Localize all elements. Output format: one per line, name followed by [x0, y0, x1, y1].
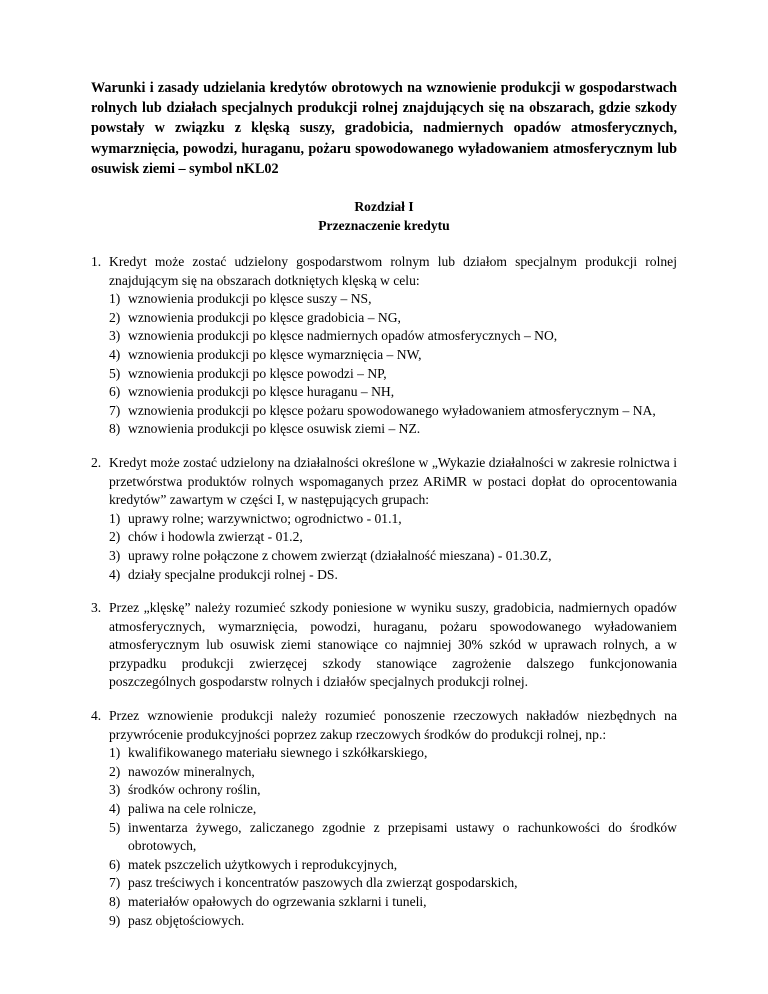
list-item [109, 383, 677, 402]
list-item-text: materiałów opałowych do ogrzewania szklarni i tuneli, [128, 894, 427, 910]
section-4 [91, 707, 677, 930]
list-item-number: 6) [109, 384, 121, 400]
list-item [109, 856, 677, 875]
list-item-text: działy specjalne produkcji rolnej - DS. [128, 566, 338, 582]
list-item [109, 327, 677, 346]
list-item-text: wznowienia produkcji po klęsce osuwisk ziemi – NZ. [128, 421, 421, 437]
list-item-text: środków ochrony roślin, [128, 782, 261, 798]
list-item-text: inwentarza żywego, zaliczanego zgodnie z przepisami ustawy o rachunkowości do środków obrotowych, [128, 819, 677, 854]
list-item-text: chów i hodowla zwierząt - 01.2, [128, 529, 303, 545]
chapter-heading [91, 197, 677, 235]
list-item-text: wznowienia produkcji po klęsce suszy – NS, [128, 291, 372, 307]
list-item-text: wznowienia produkcji po klęsce pożaru spowodowanego wyładowaniem atmosferycznym – NA, [128, 402, 656, 418]
section-text: Przez wznowienie produkcji należy rozumieć ponoszenie rzeczowych nakładów niezbędnych na przywrócenie produkcyjności poprzez zakup rzeczowych środków do produkcji rolnej, np.: [109, 708, 677, 742]
list-item-number: 2) [109, 529, 121, 545]
list-item [109, 893, 677, 912]
chapter-name: Przeznaczenie kredytu [318, 218, 450, 234]
list-item [109, 744, 677, 763]
list-item-number: 5) [109, 819, 121, 835]
list-item-number: 4) [109, 566, 121, 582]
chapter-number: Rozdział I [354, 199, 414, 215]
list-item-number: 4) [109, 801, 121, 817]
section-items [109, 290, 677, 439]
list-item [109, 874, 677, 893]
list-item [109, 819, 677, 856]
list-item-text: wznowienia produkcji po klęsce huraganu – NH, [128, 384, 395, 400]
list-item-number: 3) [109, 547, 121, 563]
list-item [109, 912, 677, 931]
list-item-number: 1) [109, 510, 121, 526]
list-item-text: uprawy rolne połączone z chowem zwierząt (działalność mieszana) - 01.30.Z, [128, 547, 552, 563]
list-item-number: 8) [109, 421, 121, 437]
list-item-number: 6) [109, 856, 121, 872]
section-3 [91, 599, 677, 692]
list-item-text: pasz treściwych i koncentratów paszowych dla zwierząt gospodarskich, [128, 875, 518, 891]
document-page [91, 78, 677, 945]
list-item [109, 566, 677, 585]
list-item-number: 2) [109, 763, 121, 779]
list-item-text: uprawy rolne; warzywnictwo; ogrodnictwo - 01.1, [128, 510, 402, 526]
list-item-text: wznowienia produkcji po klęsce gradobicia – NG, [128, 309, 401, 325]
list-item [109, 290, 677, 309]
list-item-number: 9) [109, 912, 121, 928]
section-number: 1. [91, 254, 102, 270]
list-item-text: nawozów mineralnych, [128, 763, 255, 779]
list-item [109, 763, 677, 782]
document-title: Warunki i zasady udzielania kredytów obrotowych na wznowienie produkcji w gospodarstwach rolnych lub działach specjalnych produkcji rolnej znajdujących się na obszarach, gdzie szkody powstały w związku z klęską suszy, gradobicia, nadmiernych opadów atmosferycznych, wymarznięcia, powodzi, huraganu, pożaru spowodowanego wyładowaniem atmosferycznym lub osuwisk ziemi – symbol nKL02 [91, 80, 677, 177]
section-2 [91, 454, 677, 584]
list-item-text: wznowienia produkcji po klęsce powodzi – NP, [128, 365, 387, 381]
section-number: 2. [91, 454, 102, 470]
sections-list [91, 253, 677, 930]
list-item-number: 4) [109, 346, 121, 362]
list-item-number: 5) [109, 365, 121, 381]
list-item-number: 3) [109, 328, 121, 344]
list-item-text: paliwa na cele rolnicze, [128, 801, 257, 817]
list-item [109, 365, 677, 384]
list-item [109, 510, 677, 529]
section-text: Kredyt może zostać udzielony na działalności określone w „Wykazie działalności w zakresie rolnictwa i przetwórstwa produktów rolnych wspomaganych przez ARiMR w postaci dopłat do oprocentowania kredytów” zawartym w części I, w następujących grupach: [109, 454, 677, 508]
section-number: 3. [91, 600, 102, 616]
list-item-text: kwalifikowanego materiału siewnego i szkółkarskiego, [128, 745, 428, 761]
section-items [109, 510, 677, 584]
list-item [109, 528, 677, 547]
list-item-text: pasz objętościowych. [128, 912, 245, 928]
list-item-number: 2) [109, 309, 121, 325]
section-text: Przez „klęskę” należy rozumieć szkody poniesione w wyniku suszy, gradobicia, nadmiernych opadów atmosferycznych, wymarznięcia, powodzi, huraganu, pożaru spowodowanego wyładowaniem atmosferycznym lub osuwisk ziemi stanowiące co najmniej 30% szkód w uprawach rolnych, a w przypadku produkcji zwierzęcej szkody stanowiące zagrożenie dalszego funkcjonowania poszczególnych gospodarstw rolnych i działów specjalnych produkcji rolnej. [109, 600, 677, 690]
list-item-number: 7) [109, 402, 121, 418]
section-items [109, 744, 677, 930]
list-item [109, 346, 677, 365]
list-item-text: wznowienia produkcji po klęsce wymarznięcia – NW, [128, 346, 422, 362]
list-item [109, 309, 677, 328]
list-item-number: 8) [109, 894, 121, 910]
list-item-number: 7) [109, 875, 121, 891]
section-1 [91, 253, 677, 439]
list-item-text: wznowienia produkcji po klęsce nadmiernych opadów atmosferycznych – NO, [128, 328, 558, 344]
list-item [109, 547, 677, 566]
list-item-text: matek pszczelich użytkowych i reprodukcyjnych, [128, 856, 398, 872]
list-item-number: 1) [109, 745, 121, 761]
section-text: Kredyt może zostać udzielony gospodarstwom rolnym lub działom specjalnym produkcji rolnej znajdującym się na obszarach dotkniętych klęską w celu: [109, 254, 677, 288]
list-item [109, 420, 677, 439]
list-item-number: 1) [109, 291, 121, 307]
section-number: 4. [91, 708, 102, 724]
list-item-number: 3) [109, 782, 121, 798]
list-item [109, 402, 677, 421]
list-item [109, 800, 677, 819]
list-item [109, 781, 677, 800]
